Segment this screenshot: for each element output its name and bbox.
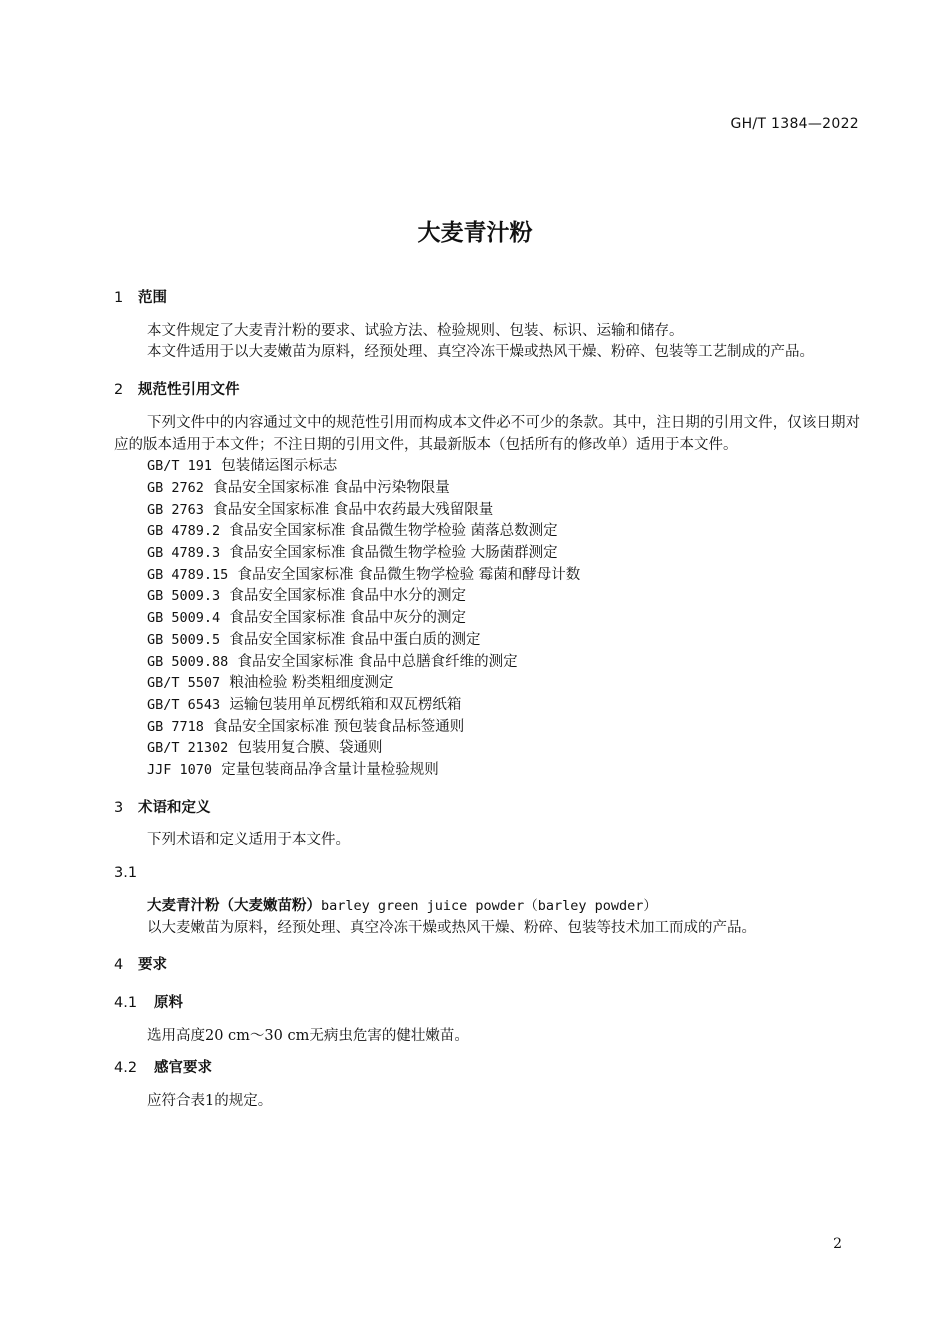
reference-item [114, 543, 860, 565]
reference-title: 食品安全国家标准 预包装食品标签通则 [213, 718, 465, 735]
subsection-heading-raw-materials [114, 993, 860, 1015]
reference-title: 食品安全国家标准 食品中水分的测定 [229, 588, 466, 605]
reference-code: GB/T 21302 [147, 740, 229, 757]
document-body [114, 288, 860, 1113]
reference-title: 食品安全国家标准 食品中污染物限量 [213, 479, 450, 496]
section-number: 1 [114, 290, 124, 306]
subsection-title: 感官要求 [154, 1060, 212, 1077]
section-title: 范围 [138, 290, 167, 306]
term-definition: 以大麦嫩苗为原料，经预处理、真空冷冻干燥或热风干燥、粉碎、包装等技术加工而成的产品。 [147, 919, 756, 936]
term-english: barley green juice powder（barley powder） [321, 897, 657, 914]
reference-title: 食品安全国家标准 食品中农药最大残留限量 [213, 501, 494, 518]
term-entry [114, 896, 860, 918]
document-code: GH/T 1384—2022 [730, 116, 859, 132]
reference-code: GB 4789.15 [147, 566, 229, 583]
reference-code: GB 5009.3 [147, 588, 221, 605]
page-number: 2 [833, 1236, 842, 1252]
reference-item [114, 521, 860, 543]
reference-code: GB 5009.88 [147, 653, 229, 670]
reference-title: 运输包装用单瓦楞纸箱和双瓦楞纸箱 [229, 696, 462, 713]
section-number: 2 [114, 382, 124, 399]
section-number: 4 [114, 957, 124, 974]
reference-code: GB/T 191 [147, 458, 213, 475]
subsection-title: 原料 [154, 994, 183, 1011]
reference-title: 食品安全国家标准 食品中灰分的测定 [229, 610, 466, 627]
paragraph: 本文件规定了大麦青汁粉的要求、试验方法、检验规则、包装、标识、运输和储存。 [147, 322, 684, 339]
reference-code: GB 7718 [147, 718, 204, 735]
reference-title: 包装储运图示标志 [221, 458, 338, 475]
reference-code: GB 5009.4 [147, 610, 221, 627]
reference-item [114, 608, 860, 630]
reference-title: 食品安全国家标准 食品中蛋白质的测定 [229, 631, 481, 648]
reference-title: 粮油检验 粉类粗细度测定 [229, 675, 394, 692]
reference-code: GB/T 5507 [147, 675, 221, 692]
section-title: 要求 [138, 957, 167, 974]
reference-item [114, 760, 860, 782]
reference-code: GB 4789.2 [147, 523, 221, 540]
reference-title: 食品安全国家标准 食品微生物学检验 霉菌和酵母计数 [237, 566, 581, 583]
reference-item [114, 673, 860, 695]
reference-code: GB 4789.3 [147, 545, 221, 562]
reference-item [114, 565, 860, 587]
paragraph: 选用高度20 cm～30 cm无病虫危害的健壮嫩苗。 [147, 1027, 469, 1044]
section-number: 3 [114, 799, 124, 816]
reference-item [114, 586, 860, 608]
reference-item [114, 717, 860, 739]
subsection-number: 4.2 [114, 1060, 138, 1077]
reference-title: 食品安全国家标准 食品微生物学检验 菌落总数测定 [229, 523, 558, 540]
reference-item [114, 456, 860, 478]
reference-item [114, 695, 860, 717]
reference-code: GB/T 6543 [147, 696, 221, 713]
section-title: 术语和定义 [138, 799, 211, 816]
subsection-number: 4.1 [114, 994, 138, 1011]
reference-title: 定量包装商品净含量计量检验规则 [221, 762, 439, 779]
paragraph: 本文件适用于以大麦嫩苗为原料，经预处理、真空冷冻干燥或热风干燥、粉碎、包装等工艺制成的产品。 [147, 344, 814, 361]
reference-item [114, 478, 860, 500]
term-number: 3.1 [114, 865, 138, 882]
paragraph: 下列文件中的内容通过文中的规范性引用而构成本文件必不可少的条款。其中，注日期的引用文件，仅该日期对应的版本适用于本文件；不注日期的引用文件，其最新版本（包括所有的修改单）适用于本文件。 [114, 414, 860, 453]
term-chinese: 大麦青汁粉（大麦嫩苗粉） [147, 897, 321, 914]
reference-item [114, 652, 860, 674]
reference-code: GB 5009.5 [147, 631, 221, 648]
reference-title: 包装用复合膜、袋通则 [237, 740, 383, 757]
reference-code: GB 2762 [147, 479, 204, 496]
reference-title: 食品安全国家标准 食品中总膳食纤维的测定 [237, 653, 518, 670]
section-heading-terms [114, 798, 860, 820]
reference-item [114, 500, 860, 522]
reference-title: 食品安全国家标准 食品微生物学检验 大肠菌群测定 [229, 545, 558, 562]
paragraph: 下列术语和定义适用于本文件。 [147, 832, 350, 849]
reference-list [114, 456, 860, 782]
reference-item [114, 738, 860, 760]
section-heading-requirements [114, 955, 860, 977]
reference-code: JJF 1070 [147, 762, 213, 779]
paragraph: 应符合表1的规定。 [147, 1093, 273, 1110]
reference-code: GB 2763 [147, 501, 204, 518]
subsection-heading-sensory [114, 1058, 860, 1080]
document-title: 大麦青汁粉 [417, 220, 533, 246]
section-heading-scope [114, 288, 860, 310]
reference-item [114, 630, 860, 652]
section-heading-normative-references [114, 380, 860, 402]
section-title: 规范性引用文件 [138, 382, 240, 399]
